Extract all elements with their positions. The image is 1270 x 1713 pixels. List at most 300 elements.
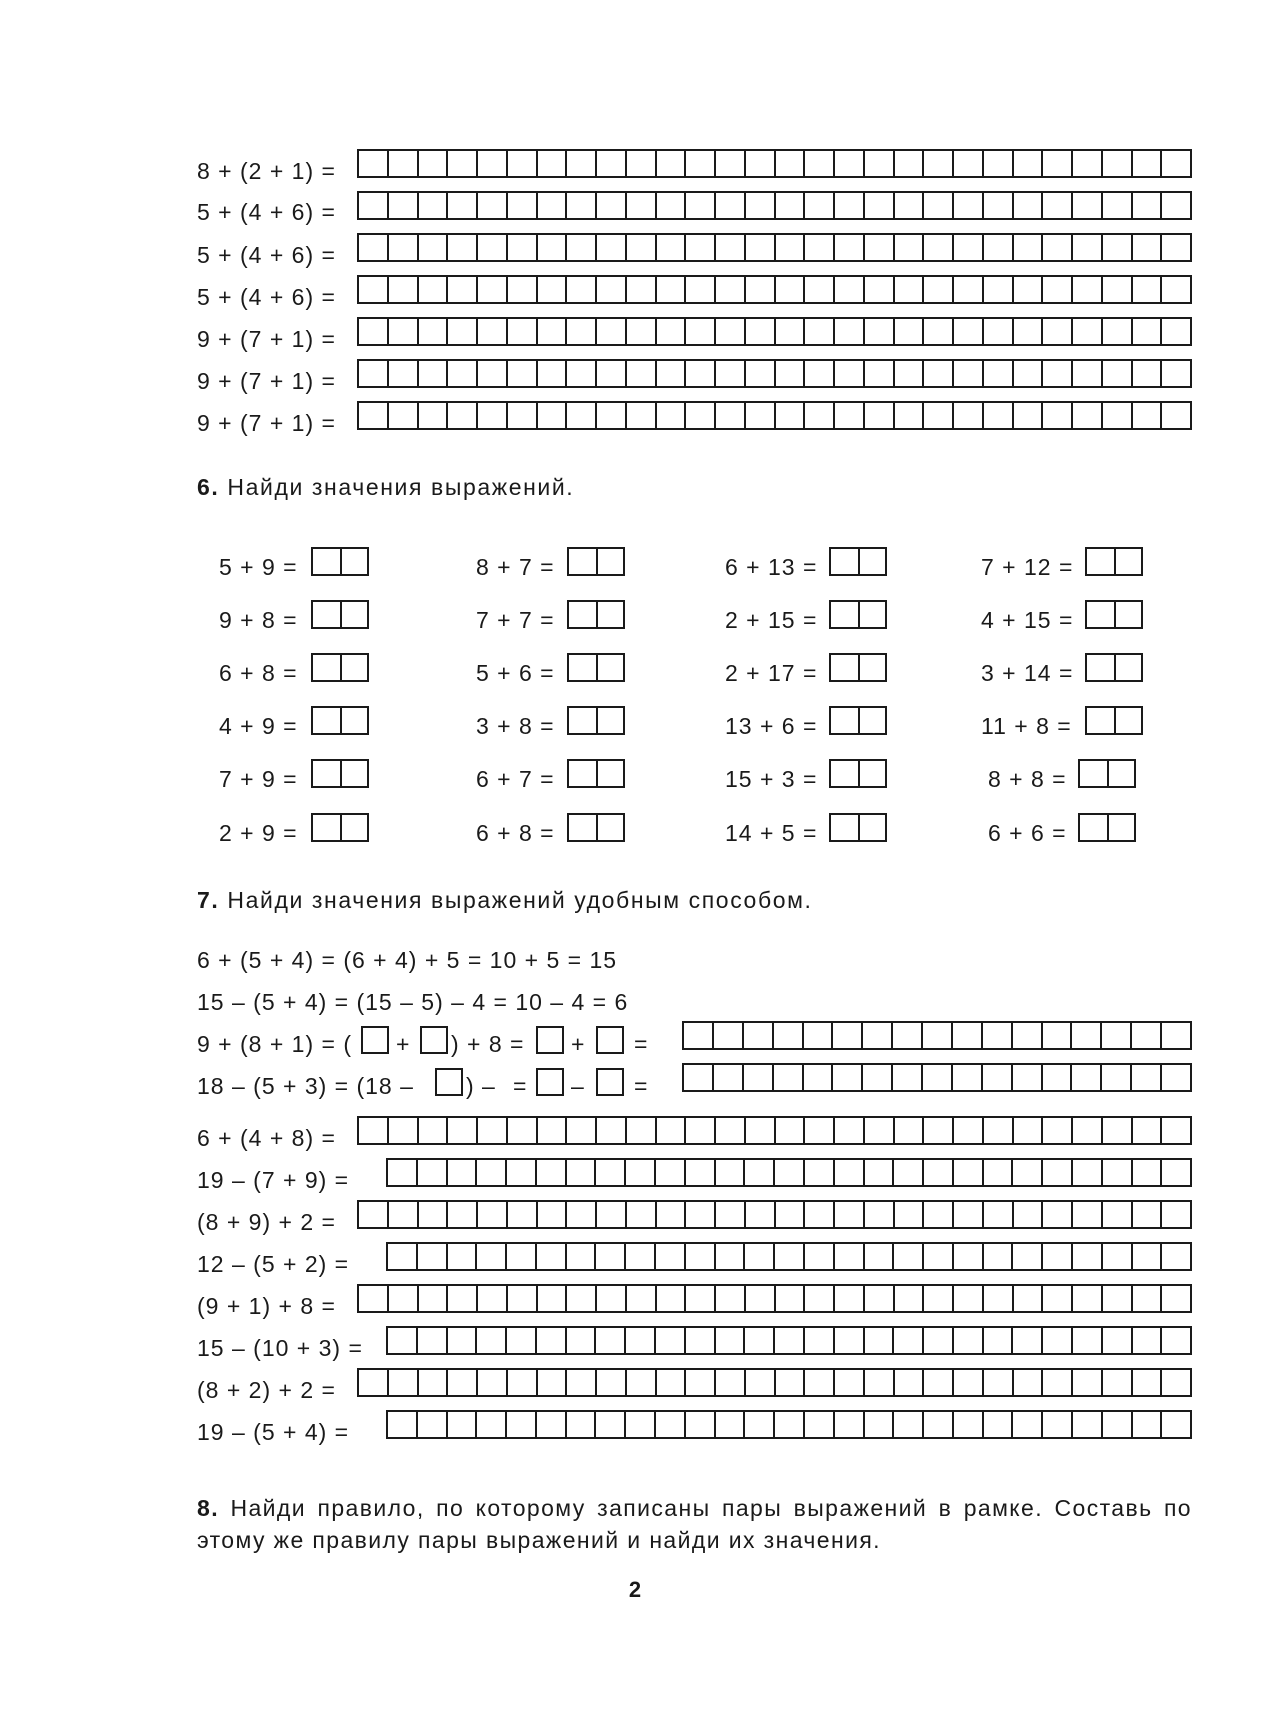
grid-cell[interactable]	[1014, 319, 1044, 344]
answer-box[interactable]	[829, 600, 887, 629]
grid-cell[interactable]	[508, 1118, 538, 1143]
grid-cell[interactable]	[805, 1412, 835, 1437]
grid-cell[interactable]	[657, 1202, 687, 1227]
grid-cell[interactable]	[686, 1328, 716, 1353]
answer-box[interactable]	[311, 706, 369, 735]
grid-cell[interactable]	[478, 235, 508, 260]
grid-cell[interactable]	[865, 1412, 895, 1437]
grid-cell[interactable]	[419, 1202, 449, 1227]
grid-cell[interactable]	[1133, 193, 1163, 218]
grid-cell[interactable]	[388, 1412, 418, 1437]
grid-cell[interactable]	[359, 1202, 389, 1227]
grid-cell[interactable]	[1043, 1412, 1073, 1437]
grid-cell[interactable]	[684, 1023, 714, 1048]
grid-cell[interactable]	[686, 1370, 716, 1395]
grid-cell[interactable]	[716, 1286, 746, 1311]
grid-cell[interactable]	[1073, 193, 1103, 218]
grid-cell[interactable]	[1073, 1328, 1103, 1353]
grid-cell[interactable]	[567, 1286, 597, 1311]
answer-box[interactable]	[567, 653, 625, 682]
grid-cell[interactable]	[389, 277, 419, 302]
answer-grid[interactable]	[357, 149, 1192, 178]
answer-box[interactable]	[1078, 813, 1136, 842]
answer-box[interactable]	[567, 547, 625, 576]
grid-cell[interactable]	[1013, 1244, 1043, 1269]
answer-grid[interactable]	[357, 359, 1192, 388]
answer-grid[interactable]	[357, 233, 1192, 262]
grid-cell[interactable]	[478, 361, 508, 386]
grid-cell[interactable]	[893, 1023, 923, 1048]
grid-cell[interactable]	[865, 361, 895, 386]
grid-cell[interactable]	[1162, 1286, 1192, 1311]
grid-cell[interactable]	[537, 1160, 567, 1185]
blank-box[interactable]	[435, 1068, 463, 1096]
grid-cell[interactable]	[1133, 361, 1163, 386]
grid-cell[interactable]	[627, 403, 657, 428]
answer-grid[interactable]	[357, 1284, 1192, 1313]
grid-cell[interactable]	[537, 1244, 567, 1269]
grid-cell[interactable]	[1162, 1118, 1192, 1143]
grid-cell[interactable]	[954, 1286, 984, 1311]
grid-cell[interactable]	[478, 319, 508, 344]
grid-cell[interactable]	[805, 1244, 835, 1269]
grid-cell[interactable]	[567, 1118, 597, 1143]
grid-cell[interactable]	[656, 1328, 686, 1353]
answer-grid[interactable]	[386, 1158, 1192, 1187]
grid-cell[interactable]	[1103, 319, 1133, 344]
grid-cell[interactable]	[1073, 1160, 1103, 1185]
grid-cell[interactable]	[984, 1160, 1014, 1185]
grid-cell[interactable]	[656, 1244, 686, 1269]
grid-cell[interactable]	[448, 1202, 478, 1227]
grid-cell[interactable]	[537, 1328, 567, 1353]
answer-grid[interactable]	[386, 1326, 1192, 1355]
grid-cell[interactable]	[567, 1412, 597, 1437]
grid-cell[interactable]	[388, 1328, 418, 1353]
grid-cell[interactable]	[448, 1160, 478, 1185]
grid-cell[interactable]	[1043, 403, 1073, 428]
grid-cell[interactable]	[923, 1065, 953, 1090]
answer-grid[interactable]	[357, 1116, 1192, 1145]
grid-cell[interactable]	[1043, 151, 1073, 176]
grid-cell[interactable]	[1162, 1370, 1192, 1395]
grid-cell[interactable]	[924, 1118, 954, 1143]
grid-cell[interactable]	[805, 319, 835, 344]
grid-cell[interactable]	[448, 1286, 478, 1311]
grid-cell[interactable]	[1133, 319, 1163, 344]
grid-cell[interactable]	[865, 403, 895, 428]
grid-cell[interactable]	[1133, 151, 1163, 176]
grid-cell[interactable]	[776, 151, 806, 176]
grid-cell[interactable]	[686, 277, 716, 302]
grid-cell[interactable]	[567, 1328, 597, 1353]
grid-cell[interactable]	[597, 235, 627, 260]
grid-cell[interactable]	[1073, 319, 1103, 344]
grid-cell[interactable]	[1162, 1328, 1192, 1353]
grid-cell[interactable]	[1043, 1118, 1073, 1143]
grid-cell[interactable]	[1162, 1065, 1192, 1090]
grid-cell[interactable]	[477, 1328, 507, 1353]
grid-cell[interactable]	[538, 319, 568, 344]
grid-cell[interactable]	[597, 361, 627, 386]
grid-cell[interactable]	[776, 361, 806, 386]
grid-cell[interactable]	[1103, 1370, 1133, 1395]
grid-cell[interactable]	[924, 1286, 954, 1311]
grid-cell[interactable]	[1043, 1244, 1073, 1269]
grid-cell[interactable]	[746, 1202, 776, 1227]
grid-cell[interactable]	[774, 1023, 804, 1048]
grid-cell[interactable]	[567, 1244, 597, 1269]
grid-cell[interactable]	[1103, 235, 1133, 260]
grid-cell[interactable]	[627, 193, 657, 218]
grid-cell[interactable]	[776, 1370, 806, 1395]
grid-cell[interactable]	[448, 1370, 478, 1395]
grid-cell[interactable]	[716, 1202, 746, 1227]
grid-cell[interactable]	[865, 193, 895, 218]
grid-cell[interactable]	[418, 1160, 448, 1185]
grid-cell[interactable]	[1013, 1328, 1043, 1353]
grid-cell[interactable]	[1072, 1023, 1102, 1048]
answer-box[interactable]	[1078, 759, 1136, 788]
grid-cell[interactable]	[984, 1244, 1014, 1269]
grid-cell[interactable]	[448, 193, 478, 218]
grid-cell[interactable]	[776, 277, 806, 302]
grid-cell[interactable]	[1162, 361, 1192, 386]
grid-cell[interactable]	[448, 1118, 478, 1143]
grid-cell[interactable]	[893, 1065, 923, 1090]
grid-cell[interactable]	[1043, 235, 1073, 260]
grid-cell[interactable]	[686, 1244, 716, 1269]
grid-cell[interactable]	[508, 403, 538, 428]
grid-cell[interactable]	[686, 235, 716, 260]
grid-cell[interactable]	[835, 277, 865, 302]
grid-cell[interactable]	[448, 151, 478, 176]
grid-cell[interactable]	[538, 1202, 568, 1227]
grid-cell[interactable]	[746, 361, 776, 386]
answer-grid[interactable]	[357, 1200, 1192, 1229]
grid-cell[interactable]	[984, 193, 1014, 218]
grid-cell[interactable]	[835, 361, 865, 386]
grid-cell[interactable]	[1013, 1065, 1043, 1090]
grid-cell[interactable]	[1043, 1023, 1073, 1048]
grid-cell[interactable]	[865, 1244, 895, 1269]
grid-cell[interactable]	[627, 1202, 657, 1227]
answer-box[interactable]	[1085, 547, 1143, 576]
grid-cell[interactable]	[805, 151, 835, 176]
grid-cell[interactable]	[1073, 1118, 1103, 1143]
grid-cell[interactable]	[1133, 277, 1163, 302]
answer-box[interactable]	[1085, 600, 1143, 629]
grid-cell[interactable]	[835, 151, 865, 176]
grid-cell[interactable]	[1043, 1202, 1073, 1227]
grid-cell[interactable]	[626, 1160, 656, 1185]
grid-cell[interactable]	[1133, 1160, 1163, 1185]
answer-box[interactable]	[567, 706, 625, 735]
grid-cell[interactable]	[478, 1286, 508, 1311]
grid-cell[interactable]	[1103, 1160, 1133, 1185]
grid-cell[interactable]	[984, 319, 1014, 344]
grid-cell[interactable]	[478, 403, 508, 428]
grid-cell[interactable]	[359, 1286, 389, 1311]
grid-cell[interactable]	[478, 277, 508, 302]
grid-cell[interactable]	[419, 319, 449, 344]
grid-cell[interactable]	[835, 1370, 865, 1395]
grid-cell[interactable]	[714, 1023, 744, 1048]
grid-cell[interactable]	[775, 1160, 805, 1185]
grid-cell[interactable]	[448, 403, 478, 428]
answer-grid[interactable]	[682, 1021, 1192, 1050]
grid-cell[interactable]	[478, 1118, 508, 1143]
grid-cell[interactable]	[686, 151, 716, 176]
grid-cell[interactable]	[596, 1412, 626, 1437]
grid-cell[interactable]	[1103, 1412, 1133, 1437]
grid-cell[interactable]	[716, 1370, 746, 1395]
grid-cell[interactable]	[419, 1370, 449, 1395]
grid-cell[interactable]	[597, 277, 627, 302]
grid-cell[interactable]	[716, 319, 746, 344]
grid-cell[interactable]	[805, 1286, 835, 1311]
grid-cell[interactable]	[626, 1412, 656, 1437]
grid-cell[interactable]	[627, 1286, 657, 1311]
grid-cell[interactable]	[567, 1370, 597, 1395]
grid-cell[interactable]	[775, 1244, 805, 1269]
grid-cell[interactable]	[835, 1118, 865, 1143]
grid-cell[interactable]	[895, 1286, 925, 1311]
grid-cell[interactable]	[419, 193, 449, 218]
answer-grid[interactable]	[386, 1242, 1192, 1271]
grid-cell[interactable]	[716, 1328, 746, 1353]
grid-cell[interactable]	[419, 235, 449, 260]
grid-cell[interactable]	[597, 1118, 627, 1143]
grid-cell[interactable]	[448, 1412, 478, 1437]
grid-cell[interactable]	[478, 1202, 508, 1227]
grid-cell[interactable]	[567, 277, 597, 302]
answer-box[interactable]	[311, 547, 369, 576]
grid-cell[interactable]	[508, 1370, 538, 1395]
grid-cell[interactable]	[1103, 1286, 1133, 1311]
blank-box[interactable]	[361, 1026, 389, 1054]
grid-cell[interactable]	[508, 1286, 538, 1311]
grid-cell[interactable]	[1132, 1065, 1162, 1090]
answer-grid[interactable]	[357, 317, 1192, 346]
grid-cell[interactable]	[478, 1370, 508, 1395]
grid-cell[interactable]	[1014, 1202, 1044, 1227]
grid-cell[interactable]	[657, 1286, 687, 1311]
grid-cell[interactable]	[597, 1370, 627, 1395]
grid-cell[interactable]	[389, 193, 419, 218]
grid-cell[interactable]	[716, 151, 746, 176]
grid-cell[interactable]	[863, 1023, 893, 1048]
grid-cell[interactable]	[894, 1160, 924, 1185]
blank-box[interactable]	[596, 1026, 624, 1054]
grid-cell[interactable]	[597, 403, 627, 428]
grid-cell[interactable]	[1162, 403, 1192, 428]
grid-cell[interactable]	[1043, 1328, 1073, 1353]
grid-cell[interactable]	[984, 1412, 1014, 1437]
grid-cell[interactable]	[1133, 403, 1163, 428]
grid-cell[interactable]	[804, 1023, 834, 1048]
grid-cell[interactable]	[894, 1244, 924, 1269]
grid-cell[interactable]	[746, 193, 776, 218]
grid-cell[interactable]	[1162, 235, 1192, 260]
grid-cell[interactable]	[805, 1160, 835, 1185]
grid-cell[interactable]	[686, 1202, 716, 1227]
grid-cell[interactable]	[1162, 277, 1192, 302]
answer-grid[interactable]	[357, 1368, 1192, 1397]
grid-cell[interactable]	[627, 235, 657, 260]
grid-cell[interactable]	[1014, 1118, 1044, 1143]
grid-cell[interactable]	[657, 403, 687, 428]
grid-cell[interactable]	[835, 1202, 865, 1227]
grid-cell[interactable]	[508, 319, 538, 344]
grid-cell[interactable]	[894, 1328, 924, 1353]
grid-cell[interactable]	[359, 361, 389, 386]
grid-cell[interactable]	[389, 1202, 419, 1227]
grid-cell[interactable]	[746, 319, 776, 344]
grid-cell[interactable]	[388, 1244, 418, 1269]
grid-cell[interactable]	[865, 151, 895, 176]
grid-cell[interactable]	[657, 277, 687, 302]
grid-cell[interactable]	[835, 235, 865, 260]
grid-cell[interactable]	[656, 1412, 686, 1437]
answer-box[interactable]	[567, 813, 625, 842]
grid-cell[interactable]	[716, 361, 746, 386]
grid-cell[interactable]	[954, 193, 984, 218]
grid-cell[interactable]	[507, 1412, 537, 1437]
grid-cell[interactable]	[895, 1202, 925, 1227]
grid-cell[interactable]	[924, 319, 954, 344]
grid-cell[interactable]	[448, 1244, 478, 1269]
grid-cell[interactable]	[1102, 1023, 1132, 1048]
grid-cell[interactable]	[389, 1286, 419, 1311]
grid-cell[interactable]	[716, 235, 746, 260]
grid-cell[interactable]	[1073, 277, 1103, 302]
grid-cell[interactable]	[686, 1286, 716, 1311]
grid-cell[interactable]	[686, 319, 716, 344]
grid-cell[interactable]	[1103, 1202, 1133, 1227]
grid-cell[interactable]	[657, 319, 687, 344]
grid-cell[interactable]	[627, 361, 657, 386]
grid-cell[interactable]	[924, 1160, 954, 1185]
grid-cell[interactable]	[538, 1370, 568, 1395]
answer-box[interactable]	[829, 547, 887, 576]
grid-cell[interactable]	[865, 1160, 895, 1185]
grid-cell[interactable]	[984, 235, 1014, 260]
answer-box[interactable]	[311, 813, 369, 842]
grid-cell[interactable]	[686, 1412, 716, 1437]
grid-cell[interactable]	[1043, 1370, 1073, 1395]
grid-cell[interactable]	[984, 1202, 1014, 1227]
grid-cell[interactable]	[597, 319, 627, 344]
grid-cell[interactable]	[1103, 1328, 1133, 1353]
grid-cell[interactable]	[744, 1023, 774, 1048]
grid-cell[interactable]	[865, 1370, 895, 1395]
grid-cell[interactable]	[716, 193, 746, 218]
grid-cell[interactable]	[448, 235, 478, 260]
grid-cell[interactable]	[954, 1244, 984, 1269]
grid-cell[interactable]	[626, 1244, 656, 1269]
grid-cell[interactable]	[865, 277, 895, 302]
grid-cell[interactable]	[716, 1412, 746, 1437]
grid-cell[interactable]	[895, 277, 925, 302]
grid-cell[interactable]	[1103, 403, 1133, 428]
grid-cell[interactable]	[597, 151, 627, 176]
grid-cell[interactable]	[863, 1065, 893, 1090]
grid-cell[interactable]	[1073, 151, 1103, 176]
grid-cell[interactable]	[805, 193, 835, 218]
grid-cell[interactable]	[1103, 1118, 1133, 1143]
grid-cell[interactable]	[389, 1118, 419, 1143]
grid-cell[interactable]	[1043, 319, 1073, 344]
grid-cell[interactable]	[389, 235, 419, 260]
grid-cell[interactable]	[1073, 1286, 1103, 1311]
blank-box[interactable]	[596, 1068, 624, 1096]
grid-cell[interactable]	[657, 1370, 687, 1395]
grid-cell[interactable]	[1103, 277, 1133, 302]
grid-cell[interactable]	[746, 235, 776, 260]
grid-cell[interactable]	[567, 235, 597, 260]
grid-cell[interactable]	[924, 403, 954, 428]
grid-cell[interactable]	[746, 1118, 776, 1143]
grid-cell[interactable]	[596, 1244, 626, 1269]
grid-cell[interactable]	[1014, 235, 1044, 260]
grid-cell[interactable]	[1103, 1244, 1133, 1269]
grid-cell[interactable]	[954, 1328, 984, 1353]
grid-cell[interactable]	[835, 1244, 865, 1269]
grid-cell[interactable]	[538, 193, 568, 218]
grid-cell[interactable]	[1014, 193, 1044, 218]
grid-cell[interactable]	[657, 151, 687, 176]
grid-cell[interactable]	[1102, 1065, 1132, 1090]
answer-box[interactable]	[829, 813, 887, 842]
grid-cell[interactable]	[597, 193, 627, 218]
grid-cell[interactable]	[776, 1286, 806, 1311]
grid-cell[interactable]	[924, 1244, 954, 1269]
grid-cell[interactable]	[1132, 1023, 1162, 1048]
grid-cell[interactable]	[835, 403, 865, 428]
grid-cell[interactable]	[359, 403, 389, 428]
grid-cell[interactable]	[626, 1328, 656, 1353]
grid-cell[interactable]	[1072, 1065, 1102, 1090]
grid-cell[interactable]	[954, 1118, 984, 1143]
grid-cell[interactable]	[389, 403, 419, 428]
grid-cell[interactable]	[775, 1328, 805, 1353]
grid-cell[interactable]	[538, 151, 568, 176]
answer-grid[interactable]	[682, 1063, 1192, 1092]
grid-cell[interactable]	[776, 235, 806, 260]
grid-cell[interactable]	[1073, 403, 1103, 428]
grid-cell[interactable]	[1043, 361, 1073, 386]
grid-cell[interactable]	[597, 1202, 627, 1227]
grid-cell[interactable]	[1162, 1412, 1192, 1437]
grid-cell[interactable]	[627, 319, 657, 344]
grid-cell[interactable]	[835, 193, 865, 218]
grid-cell[interactable]	[954, 403, 984, 428]
grid-cell[interactable]	[984, 1286, 1014, 1311]
grid-cell[interactable]	[1133, 1412, 1163, 1437]
grid-cell[interactable]	[538, 361, 568, 386]
grid-cell[interactable]	[507, 1328, 537, 1353]
grid-cell[interactable]	[1043, 1160, 1073, 1185]
grid-cell[interactable]	[1073, 1412, 1103, 1437]
answer-box[interactable]	[311, 600, 369, 629]
grid-cell[interactable]	[865, 1118, 895, 1143]
grid-cell[interactable]	[419, 1118, 449, 1143]
grid-cell[interactable]	[716, 1160, 746, 1185]
grid-cell[interactable]	[597, 1286, 627, 1311]
grid-cell[interactable]	[567, 1160, 597, 1185]
grid-cell[interactable]	[716, 403, 746, 428]
